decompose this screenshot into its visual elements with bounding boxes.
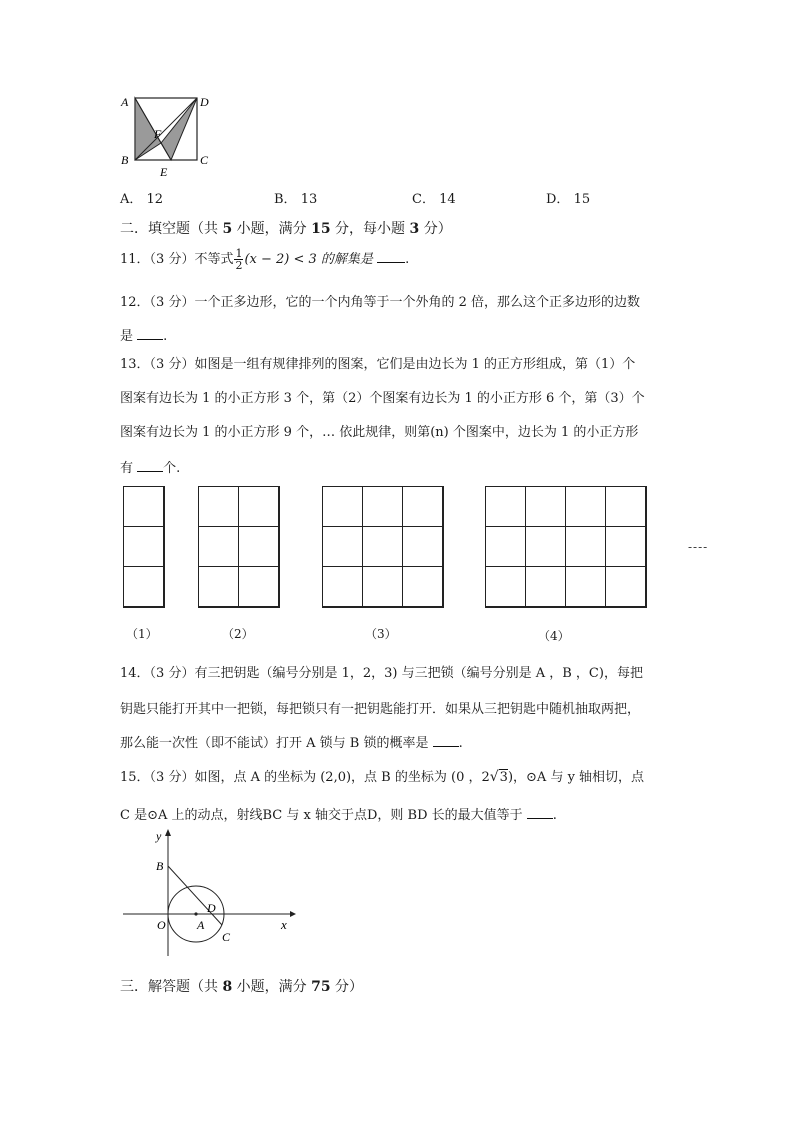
q15-line1: 15．（3 分）如图，点 A 的坐标为 (2,0)，点 B 的坐标为 (0 ，2√3)，⊙A 与 y 轴相切，点: [120, 769, 645, 785]
q14-line1: 14．（3 分）有三把钥匙（编号分别是 1，2，3) 与三把锁（编号分别是 A ，B ，C)，每把: [120, 666, 643, 681]
q15-answer-blank[interactable]: [527, 808, 553, 819]
q11-answer-blank[interactable]: [377, 252, 405, 263]
q13-caption-3: （3）: [365, 627, 397, 641]
q10-option-b: B． 13: [274, 192, 318, 207]
q12-line1: 12．（3 分）一个正多边形，它的一个内角等于一个外角的 2 倍，那么这个正多边形的边数: [120, 295, 640, 310]
q14-answer-blank[interactable]: [433, 736, 459, 747]
q13-pattern-4: [485, 486, 647, 608]
q13-line4: 有 个.: [120, 461, 181, 476]
q13-pattern-2: [198, 486, 280, 608]
q15-figure: [120, 826, 300, 961]
q15-line2: C 是⊙A 上的动点，射线BC 与 x 轴交于点D，则 BD 长的最大值等于 .: [120, 808, 557, 823]
q10-label-a: A: [121, 95, 129, 109]
q15-label-d: D: [207, 901, 216, 915]
q15-label-c: C: [222, 930, 231, 944]
q13-caption-4: （4）: [538, 629, 570, 643]
q13-caption-2: （2）: [222, 627, 254, 641]
q11-fraction: $\frac{1}{2}$: [235, 247, 243, 272]
q10-label-f: F: [154, 127, 162, 141]
q13-line3: 图案有边长为 1 的小正方形 9 个，… 依此规律，则第(n) 个图案中，边长为 1 的小正方形: [120, 425, 639, 440]
q13-answer-blank[interactable]: [137, 461, 163, 472]
q12-answer-blank[interactable]: [137, 329, 163, 340]
q11-text: 11．（3 分）不等式 $\frac{1}{2}$ (x − 2) < 3 的解集是 .: [120, 247, 410, 272]
q10-label-d: D: [200, 95, 209, 109]
q12-line2: 是 .: [120, 329, 168, 344]
q13-dashes: ----: [688, 540, 709, 554]
q13-line2: 图案有边长为 1 的小正方形 3 个，第（2）个图案有边长为 1 的小正方形 6 个，第（3）个: [120, 391, 645, 406]
q13-caption-1: （1）: [126, 627, 158, 641]
q10-option-d: D． 15: [546, 192, 591, 207]
q10-option-c: C． 14: [412, 192, 456, 207]
q10-option-a: A． 12: [120, 192, 164, 207]
q14-line2: 钥匙只能打开其中一把锁，每把锁只有一把钥匙能打开．如果从三把钥匙中随机抽取两把，: [120, 702, 641, 717]
q13-pattern-1: [123, 486, 165, 608]
section3-heading: 三．解答题（共 8 小题，满分 75 分）: [120, 979, 364, 995]
q10-label-c: C: [200, 153, 209, 167]
q10-figure: [115, 90, 225, 180]
q15-label-x: x: [281, 917, 287, 932]
q15-label-a: A: [197, 918, 205, 932]
q10-label-b: B: [121, 153, 129, 167]
q14-line3: 那么能一次性（即不能试）打开 A 锁与 B 锁的概率是 .: [120, 736, 463, 751]
q15-label-y: y: [156, 829, 162, 843]
q13-pattern-3: [322, 486, 444, 608]
q13-line1: 13．（3 分）如图是一组有规律排列的图案，它们是由边长为 1 的正方形组成，第（1）个: [120, 357, 636, 372]
q15-label-b: B: [156, 859, 164, 873]
q15-label-o: O: [157, 918, 166, 932]
section2-heading: 二．填空题（共 5 小题，满分 15 分，每小题 3 分）: [120, 221, 452, 237]
q10-label-e: E: [160, 165, 168, 179]
